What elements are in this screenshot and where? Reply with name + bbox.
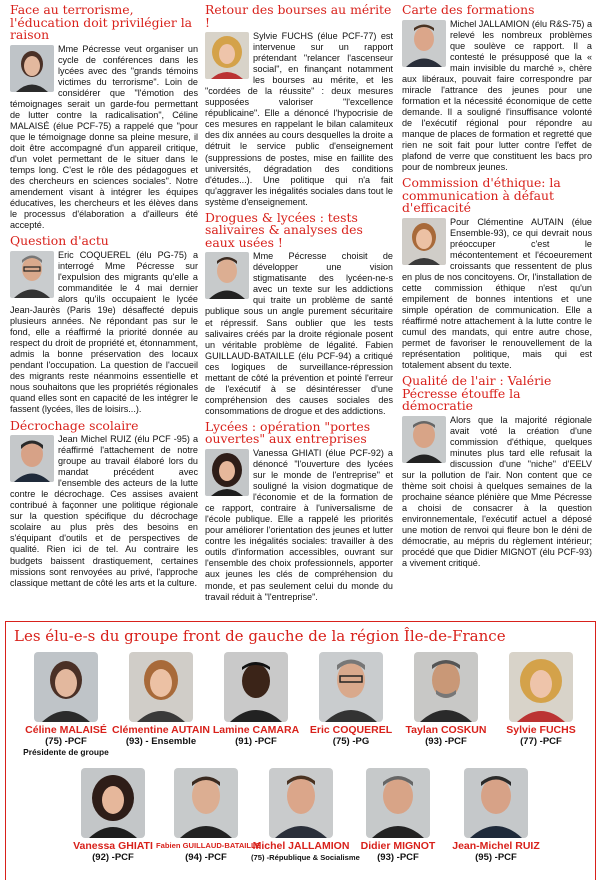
member-card [491, 652, 591, 747]
article-bourses [205, 4, 393, 208]
member-name: Clémentine AUTAIN [111, 724, 210, 736]
article-title: Question d'actu [10, 233, 109, 249]
member-name: Michel JALLAMION [252, 840, 350, 852]
article-body: Michel JALLAMION (élu R&S-75) a relevé les nombreux problèmes que soulève ce rapport. Il a contesté le présupposé que la « main invisible du marché », chère aux libéraux, pouvait faire correspondre par miracle l'attrance des jeunes pour une formation et la nécessité économique de cette demande. Il a souligné l'insuffisance volonté de l'exécutif régional pour répondre au manque de places de formation et regretté que rien ne soit fait pour lutter contre l'effet de plafond de verre que constituent les bacs pro pour de nombreux jeunes. [402, 18, 593, 173]
column-middle [205, 0, 393, 603]
member-affiliation: (95) -PCF [475, 852, 517, 863]
member-photo [366, 768, 430, 838]
member-name: Sylvie FUCHS [506, 724, 576, 736]
article-title: Lycées : opération "portes ouvertes" aux entreprises [205, 418, 371, 447]
member-card [156, 768, 261, 863]
portrait-vanessa-ghiati [205, 449, 249, 496]
article-title: Qualité de l'air : Valérie Pécresse étouffe la démocratie [402, 373, 552, 414]
article-title: Drogues & lycées : tests salivaires & analyses des eaux usées ! [205, 209, 363, 250]
article-title: Retour des bourses au mérite ! [205, 2, 392, 30]
portrait-eric-coquerel [10, 251, 54, 298]
member-card [396, 652, 496, 747]
article-terrorisme [10, 4, 198, 231]
member-card [63, 768, 163, 863]
member-photo [174, 768, 238, 838]
column-left [10, 0, 198, 589]
portrait-sylvie-fuchs [205, 32, 249, 79]
member-affiliation: (92) -PCF [92, 852, 134, 863]
member-photo [414, 652, 478, 722]
article-body: Vanessa GHIATI (élue PCF-92) a dénoncé "l'ouverture des lycées sur le monde de l'entreprise" et souligné la vision dogmatique de l'économie et de la formation de ce rapport, contraire à l'universalisme de l'école publique. Elle a rappelé les priorités pour améliorer l'orientation des jeunes et lutter contre les inégalités sociales: travailler à des outils d'information accessibles, ouvrant sur l'ensemble des choix professionnels, apporter aux jeunes les clés de compréhension du monde, et pas seulement celui du monde du travail réduit à "l'entreprise". [205, 447, 393, 602]
portrait-clementine-autain [402, 218, 446, 265]
article-qualite-air [402, 375, 592, 569]
member-affiliation: (77) -PCF [520, 736, 562, 747]
article-ethique [402, 177, 592, 371]
member-card [446, 768, 546, 863]
article-body: Mme Pécresse choisit de développer une vision stigmatisante des lycéen-ne-s avec un texte sur les addictions qui traite un problème de santé publique sous un angle purement sécuritaire et répressif. Sans oublier que les tests salivaires créés par la droite régionale posent un véritable problème de légalité. Fabien GUILLAUD-BATAILLE (élu PCF-94) a critiqué ces logiques de surveillance-répression mettant de côté la prévention et pointé l'erreur de l'exécutif à se désintéresser d'une compréhension des causes sociales des consommations de drogue et des addictions. [205, 251, 393, 416]
member-name: Eric COQUEREL [309, 724, 393, 736]
member-affiliation: (75) -PCF [45, 736, 87, 747]
article-title: Commission d'éthique: la communication à défaut d'efficacité [402, 175, 561, 216]
article-carte-formations [402, 4, 592, 173]
article-body: Eric COQUEREL (élu PG-75) a interrogé Mme Pécresse sur l'expulsion des migrants qu'elle a commanditée le 4 mai dernier alors qu'ils occupaient le lycée Jean-Jaurès (Paris 19e) désaffecté depuis plusieurs années. Ne répondant pas sur le fond, elle a réaffirmé la priorité donnée au respect du droit de propriété et, étonnamment, admis la bonne préservation des locaux pendant l'occupation. La question de l'accueil des migrants reste néanmoins essentielle et nous souhaitons que les propriétés régionales quand elles sont en capacité de les intégrer le fassent (lycées, îles de loisirs...). [10, 249, 198, 415]
member-photo [269, 768, 333, 838]
member-name: Vanessa GHIATI [73, 840, 153, 852]
portrait-didier-mignot [402, 416, 446, 463]
member-affiliation: (91) -PCF [235, 736, 277, 747]
article-body: Mme Pécresse veut organiser un cycle de conférences dans les lycées avec des "grands témoins victimes du terrorisme". Loin de considérer que "l'émotion des témoignages serait un garde-fou permettant de lutter contre la radicalisation", Céline MALAISÉ (élue PCF-75) a rappelé que "pour que le témoignage donne sa pleine mesure, il doit être accompagné d'un appareil critique, d'un volet permettant de le situer dans le temps long. C'est le rôle des pédagogues et des chercheurs en sciences sociales". Notre amendement visant à intégrer les équipes éducatives, les chercheurs et les élèves dans le processus d'élaboration a d'ailleurs été accepté. [10, 43, 198, 231]
member-photo [464, 768, 528, 838]
member-affiliation: (75) -République & Socialisme [251, 853, 360, 862]
member-affiliation: (93) -PCF [425, 736, 467, 747]
article-body: Pour Clémentine AUTAIN (élue Ensemble-93), ce qui devrait nous préoccuper c'est le mécontentement et l'écoeurement croissants que ressentent de plus en plus de nos concitoyens. Or, l'installation de cette commission éthique n'est qu'un empilement de bonnes intentions et une simple opération de communication. Elle a réaffirmé notre attachement à la lutte contre le cumul des mandats, qui entre autre chose, permet de favoriser le renouvellement de la représentation politique, mais qui est totalement absent du texte. [402, 216, 592, 371]
member-name: Didier MIGNOT [360, 840, 436, 852]
member-card [251, 768, 360, 863]
member-name: Lamine CAMARA [212, 724, 300, 736]
member-name: Jean-Michel RUIZ [452, 840, 540, 852]
member-photo [509, 652, 573, 722]
member-affiliation: (93) - Ensemble [125, 736, 197, 747]
member-card [16, 652, 116, 758]
member-card [301, 652, 401, 747]
article-body: Jean Michel RUIZ (élu PCF -95) a réaffirmé l'attachement de notre groupe au travail élaboré lors du mandat précédent avec l'ensemble des acteurs de la lutte contre le décrochage. Ces assises avaient contribué à façonner une politique régionale sur la question spécifique du décrochage scolaire au plus près des besoins en s'équipant d'outils et de perspectives de qualité. Rien ici de tel. Au contraire les budgets baissent drastiquement, certaines missions sont renvoyées au privé, l'approche classique mettant de côté les arts et la culture. [10, 434, 198, 588]
member-affiliation: (93) -PCF [377, 852, 419, 863]
member-name: Céline MALAISÉ [25, 724, 107, 736]
member-photo [34, 652, 98, 722]
article-portes-ouvertes [205, 418, 393, 603]
column-right [402, 0, 592, 569]
member-affiliation: (75) -PG [332, 736, 370, 747]
member-photo [224, 652, 288, 722]
member-name: Taylan COSKUN [405, 724, 487, 736]
member-photo [81, 768, 145, 838]
article-drogues [205, 209, 393, 417]
member-card [206, 652, 306, 747]
portrait-celine-malaise [10, 45, 54, 92]
article-title: Carte des formations [402, 2, 535, 17]
portrait-fabien-guillaud-bataille [205, 252, 249, 299]
article-body: Alors que la majorité régionale avait voté la création d'une commission d'éthique, quelques minutes plus tard elle refusait la discussion d'une "niche" d'EELV sur la pollution de l'air. Non content que ce thème soit choisi à quelques semaines de la prochaine séance plénière que Mme Pécresse a choisi de consacrer à la question environnementale, l'exécutif actuel a déposé une motion de renvoi qui fleure bon le déni de démocratie, au mépris du règlement intérieur; procédé que que Didier MIGNOT (élu PCF-93) a vivement critiqué. [402, 414, 592, 569]
article-title: Face au terrorisme, l'éducation doit privilégier la raison [10, 2, 193, 42]
member-photo [129, 652, 193, 722]
member-card [348, 768, 448, 863]
member-photo [319, 652, 383, 722]
article-title: Décrochage scolaire [10, 417, 139, 433]
article-question [10, 235, 198, 415]
member-name: Fabien GUILLAUD-BATAILLE [156, 841, 261, 850]
member-affiliation: (94) -PCF [185, 852, 227, 863]
portrait-jean-michel-ruiz [10, 435, 54, 482]
group-members-section [5, 621, 596, 880]
member-role: Présidente de groupe [23, 747, 109, 757]
group-title: Les élu-e-s du groupe front de gauche de la région Île-de-France [14, 627, 506, 645]
portrait-michel-jallamion [402, 20, 446, 67]
article-body: Sylvie FUCHS (élue PCF-77) est intervenue sur un rapport prétendant "relancer l'ascenseur social", en finançant notamment les bourses au mérite, et les "cordées de la réussite" : deux mesures supposées valoriser "l'excellence républicaine". Elle a dénoncé l'hypocrisie de ces mesures en rappelant le bilan calamiteux des dix années au cours desquelles la droite a détruit le service public d'enseignement (suppressions de postes, mise en faillite des universités, dégradation des conditions d'études...). Une politique qui n'a fait qu'aggraver les inégalités sociales dans tout le système d'enseignement. [205, 31, 393, 207]
member-card [111, 652, 211, 747]
article-decrochage [10, 417, 198, 589]
